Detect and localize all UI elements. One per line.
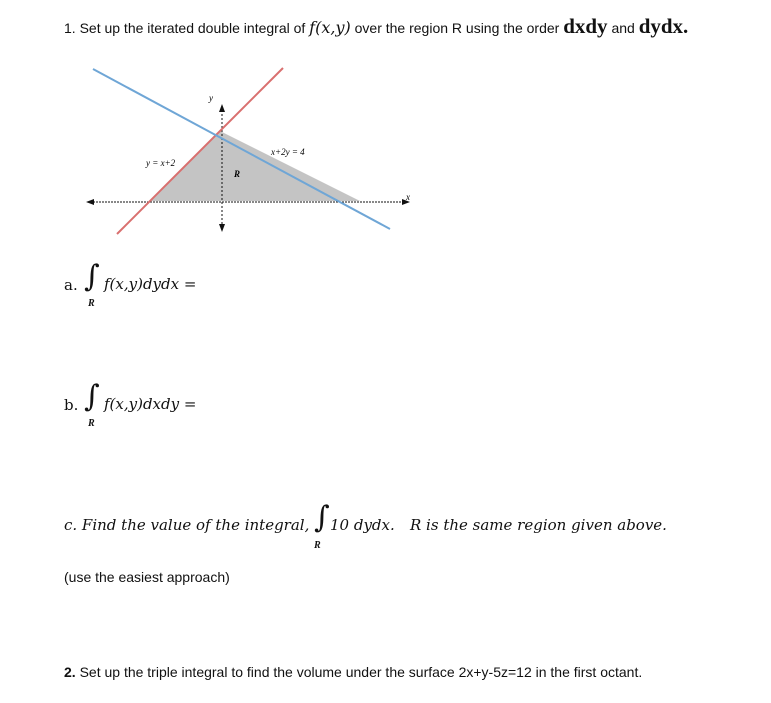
label-line-2: x+2y = 4 — [271, 147, 305, 157]
q1-function: f(x,y) — [309, 18, 351, 37]
x-axis-arrow-left — [86, 199, 94, 205]
y-axis-arrow-up — [219, 104, 225, 112]
part-b-letter: b. — [64, 396, 79, 414]
label-line-1: y = x+2 — [146, 158, 176, 168]
part-a-integrand: f(x,y)dydx = — [104, 275, 197, 293]
q1-order-dydx: dydx. — [638, 14, 689, 38]
label-x-axis: x — [406, 192, 410, 202]
q2-text: Set up the triple integral to find the volume under the surface 2x+y-5z=12 in the first octant. — [79, 664, 643, 680]
part-c-region: R — [314, 540, 321, 551]
part-a-region: R — [88, 298, 95, 309]
part-b-integral-sign: ∫ — [84, 379, 100, 414]
q1-middle: over the region R using the order — [354, 20, 560, 36]
q1-prefix: 1. Set up the iterated double integral of — [64, 20, 306, 36]
part-c-note: (use the easiest approach) — [64, 569, 230, 585]
part-a-integral-sign: ∫ — [84, 259, 100, 294]
part-c-text-2: R is the same region given above. — [410, 516, 667, 534]
question-2 — [64, 664, 642, 680]
part-c-integrand: 10 dydx. — [330, 516, 395, 534]
part-c-text-1: c. Find the value of the integral, — [64, 516, 310, 534]
part-c-integral-sign: ∫ — [314, 500, 330, 535]
region-graph — [0, 0, 771, 260]
q1-and: and — [611, 20, 635, 36]
region-r-shading — [151, 131, 360, 201]
label-y-axis: y — [209, 93, 213, 103]
q1-order-dxdy: dxdy — [563, 14, 608, 38]
line-x-plus-2y-equals-4 — [93, 69, 390, 229]
q2-number: 2. — [64, 664, 76, 680]
label-region: R — [234, 169, 241, 179]
part-a-letter: a. — [64, 276, 78, 294]
part-b-region: R — [88, 418, 95, 429]
part-b-integrand: f(x,y)dxdy = — [104, 395, 197, 413]
y-axis-arrow-down — [219, 224, 225, 232]
